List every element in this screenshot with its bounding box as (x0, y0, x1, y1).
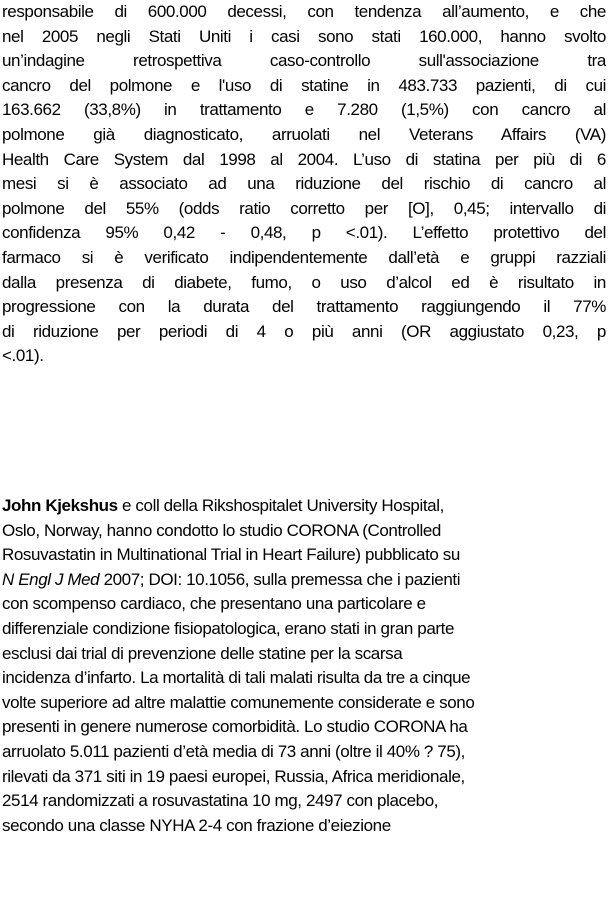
author-name: John Kjekshus (2, 496, 118, 515)
text-line: differenziale condizione fisiopatologica, erano stati in gran parte (2, 618, 455, 638)
text-line: Oslo, Norway, hanno condotto lo studio CORONA (Controlled (2, 520, 441, 540)
text-line: Health Care System dal 1998 al 2004. L’uso di statina per più di 6 (2, 149, 606, 169)
text-line: di riduzione per periodi di 4 o più anni (OR aggiustato 0,23, p (2, 321, 606, 341)
text-line: un’indagine retrospettiva caso-controllo sull'associazione tra (2, 51, 606, 71)
journal-name: N Engl J Med (2, 569, 100, 589)
text-line: polmone del 55% (odds ratio corretto per [O], 0,45; intervallo di (2, 198, 606, 218)
text-line (2, 568, 606, 593)
paragraph-statins-lung-cancer (2, 0, 606, 369)
text-line: 163.662 (33,8%) in trattamento e 7.280 (1,5%) con cancro al (2, 100, 606, 120)
text-line: Rosuvastatin in Multinational Trial in Heart Failure) pubblicato su (2, 545, 460, 565)
text-line: 2514 randomizzati a rosuvastatina 10 mg, 2497 con placebo, (2, 791, 439, 811)
text-line: arruolato 5.011 pazienti d’età media di 73 anni (oltre il 40% ? 75), (2, 741, 465, 761)
text-line: dalla presenza di diabete, fumo, o uso d’alcol ed è risultato in (2, 272, 606, 292)
text-line: confidenza 95% 0,42 - 0,48, p <.01). L’effetto protettivo del (2, 223, 606, 243)
text-line: mesi si è associato ad una riduzione del rischio di cancro al (2, 174, 606, 194)
text-line: presenti in genere numerose comorbidità. Lo studio CORONA ha (2, 717, 468, 737)
text-line: con scompenso cardiaco, che presentano una particolare e (2, 594, 426, 614)
text-line: responsabile di 600.000 decessi, con tendenza all’aumento, e che (2, 2, 606, 21)
text-fragment: e coll della Rikshospitalet University Hospital, (117, 496, 444, 515)
text-line (2, 494, 606, 519)
text-line: volte superiore ad altre malattie comunemente considerate e sono (2, 692, 475, 712)
text-line: incidenza d’infarto. La mortalità di tali malati risulta da tre a cinque (2, 668, 471, 688)
text-line: nel 2005 negli Stati Uniti i casi sono stati 160.000, hanno svolto (2, 26, 606, 46)
text-fragment: 2007; DOI: 10.1056, sulla premessa che i pazienti (99, 569, 461, 589)
paragraph-corona-study (2, 494, 606, 838)
text-line: esclusi dai trial di prevenzione delle statine per la scarsa (2, 643, 403, 663)
text-line: rilevati da 371 siti in 19 paesi europei, Russia, Africa meridionale, (2, 766, 465, 786)
text-line: secondo una classe NYHA 2-4 con frazione d’eiezione (2, 815, 391, 835)
text-line: polmone già diagnosticato, arruolati nel Veterans Affairs (VA) (2, 124, 606, 144)
text-line: farmaco si è verificato indipendentemente dall’età e gruppi razziali (2, 247, 606, 267)
text-line: cancro del polmone e l'uso di statine in 483.733 pazienti, di cui (2, 75, 606, 95)
text-line: progressione con la durata del trattamento raggiungendo il 77% (2, 297, 606, 317)
text-line: <.01). (2, 346, 44, 366)
